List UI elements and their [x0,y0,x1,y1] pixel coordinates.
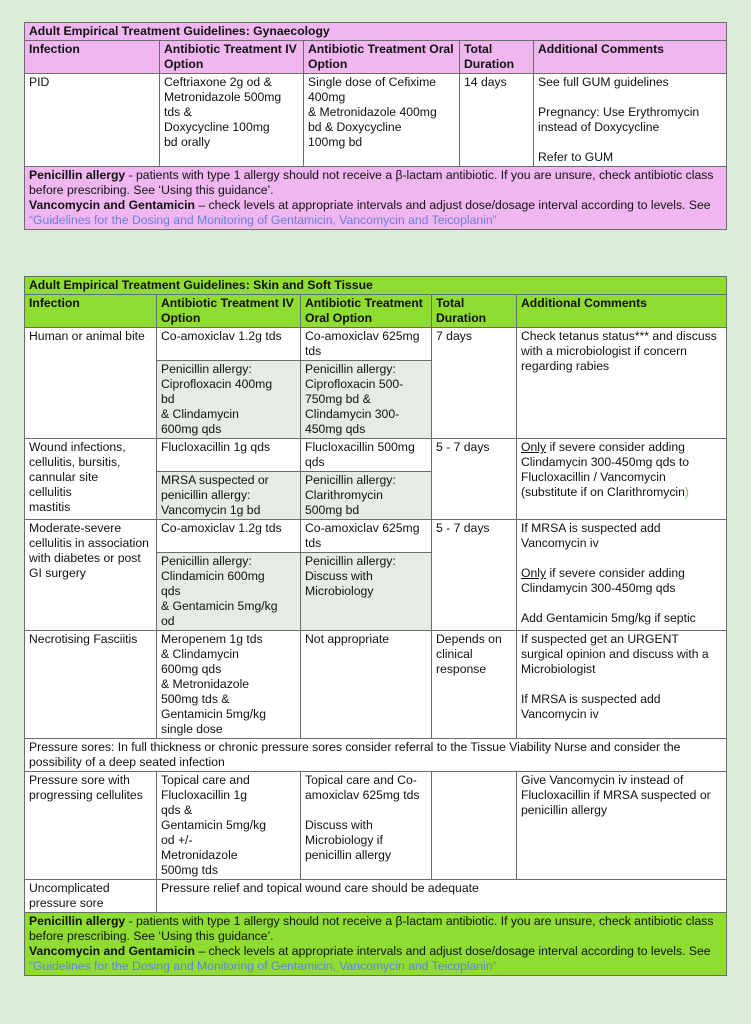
iv-line: & Clindamycin [161,647,239,661]
table-row [25,328,727,361]
oral-line: Discuss with Microbiology if penicillin allergy [305,818,392,862]
duration-cell: 5 - 7 days [432,520,517,631]
duration-cell [432,772,517,880]
table-row [25,74,727,167]
oral-line: 100mg bd [308,135,363,149]
infection-cell: Human or animal bite [25,328,157,439]
comments-cell [517,520,727,631]
iv-cell: Co-amoxiclav 1.2g tds [157,520,301,553]
oral-line: & Metronidazole 400mg [308,105,437,119]
iv-line: 600mg qds [161,422,222,436]
infection-line: mastitis [29,500,71,514]
iv-line: od +/- [161,833,193,847]
iv-line: & Clindamycin [161,407,239,421]
iv-line: Topical care and [161,773,250,787]
oral-line: Ciprofloxacin 500- [305,377,404,391]
duration-cell: 7 days [432,328,517,439]
header-duration: Total Duration [432,295,517,328]
header-infection: Infection [25,41,160,74]
iv-cell [157,631,301,739]
guidelines-link[interactable]: “Guidelines for the Dosing and Monitoring of Gentamicin, Vancomycin and Teicoplanin” [29,213,497,227]
oral-line: Penicillin allergy: [305,362,396,376]
duration-cell: Depends on clinical response [432,631,517,739]
comments-cell [534,74,727,167]
comment-line [521,566,722,596]
iv-allergy-cell [157,553,301,631]
uncomplicated-text: Pressure relief and topical wound care should be adequate [157,880,727,913]
allergy-label: Penicillin allergy [29,914,126,928]
iv-line: Metronidazole 500mg [164,90,282,104]
infection-cell: Moderate-severe cellulitis in association with diabetes or post GI surgery [25,520,157,631]
comment-line: If suspected get an URGENT surgical opinion and discuss with a Microbiologist [521,632,709,676]
comments-cell: Check tetanus status*** and discuss with a microbiologist if concern regarding rabies [517,328,727,439]
infection-line: cannular site [29,470,99,484]
infection-line: cellulitis, bursitis, [29,455,121,469]
skin-title: Adult Empirical Treatment Guidelines: Skin and Soft Tissue [25,277,727,295]
skin-table [24,276,727,976]
iv-line: 500mg tds [161,863,218,877]
iv-line: Penicillin allergy: [161,362,252,376]
oral-line: bd & Doxycycline [308,120,402,134]
oral-allergy-cell [301,361,432,439]
oral-line: Single dose of Cefixime [308,75,437,89]
only-emphasis: Only [521,440,547,454]
comment-close: ) [684,485,689,499]
header-oral: Antibiotic Treatment Oral Option [304,41,460,74]
vanc-text: – check levels at appropriate intervals and adjust dose/dosage interval according to levels. See [194,944,711,958]
infection-cell: Necrotising Fasciitis [25,631,157,739]
comments-cell [517,631,727,739]
infection-line: Wound infections, [29,440,126,454]
oral-line: 500mg bd [305,503,360,517]
oral-cell [304,74,460,167]
iv-line: od [161,614,175,628]
iv-line: Ciprofloxacin 400mg [161,377,273,391]
oral-line: 750mg bd & [305,392,371,406]
table-row [25,739,727,772]
iv-line: tds & [164,105,192,119]
iv-line: Meropenem 1g tds [161,632,263,646]
vanc-label: Vancomycin and Gentamicin [29,198,195,212]
oral-cell: Co-amoxiclav 625mg tds [301,328,432,361]
infection-cell: Uncomplicated pressure sore [25,880,157,913]
oral-cell: Flucloxacillin 500mg qds [301,439,432,472]
pressure-note: Pressure sores: In full thickness or chronic pressure sores consider referral to the Tissue Viability Nurse and consider the possibility of a deep seated infection [25,739,727,772]
table-row [25,631,727,739]
table-row [25,520,727,553]
iv-line: penicillin allergy: [161,488,251,502]
comment-text: if severe consider adding Clindamycin 300-450mg qds [521,566,685,595]
allergy-label: Penicillin allergy [29,168,126,182]
comment-line: If MRSA is suspected add Vancomycin iv [521,521,661,550]
skin-footer [25,913,727,976]
oral-line: Penicillin allergy: [305,473,396,487]
oral-allergy-cell [301,553,432,631]
iv-line: 600mg qds [161,662,222,676]
header-comments: Additional Comments [517,295,727,328]
oral-line: 400mg [308,90,346,104]
oral-line: Clarithromycin [305,488,383,502]
allergy-text: - patients with type 1 allergy should not receive a β-lactam antibiotic. If you are unsure, check antibiotic class before prescribing. See ‘Using this guidance’. [29,168,714,197]
oral-line: Topical care and Co- amoxiclav 625mg tds [305,773,420,802]
allergy-text: - patients with type 1 allergy should not receive a β-lactam antibiotic. If you are unsure, check antibiotic class before prescribing. See ‘Using this guidance’. [29,914,714,943]
gynaecology-table [24,22,727,230]
comments-cell [517,439,727,520]
header-oral: Antibiotic Treatment Oral Option [301,295,432,328]
comment-line: Refer to GUM [538,150,614,164]
comment-line: instead of Doxycycline [538,120,660,134]
iv-cell: Co-amoxiclav 1.2g tds [157,328,301,361]
oral-line: 450mg qds [305,422,366,436]
iv-line: Flucloxacillin 1g [161,788,248,802]
iv-line: bd [161,392,175,406]
iv-line: Gentamicin 5mg/kg [161,818,266,832]
vanc-label: Vancomycin and Gentamicin [29,944,195,958]
gynaecology-footer [25,167,727,230]
oral-cell: Not appropriate [301,631,432,739]
iv-allergy-cell [157,472,301,520]
iv-line: qds & [161,803,193,817]
oral-cell: Co-amoxiclav 625mg tds [301,520,432,553]
vanc-text: – check levels at appropriate intervals and adjust dose/dosage interval according to levels. See [194,198,711,212]
iv-line: & Gentamicin 5mg/kg [161,599,278,613]
header-iv: Antibiotic Treatment IV Option [157,295,301,328]
comment-line: If MRSA is suspected add Vancomycin iv [521,692,661,721]
comment-line: See full GUM guidelines [538,75,669,89]
iv-cell [160,74,304,167]
infection-cell [25,439,157,520]
table-row [25,439,727,472]
iv-line: bd orally [164,135,211,149]
iv-line: single dose [161,722,223,736]
iv-line: Penicillin allergy: [161,554,252,568]
comments-cell: Give Vancomycin iv instead of Flucloxacillin if MRSA suspected or penicillin allergy [517,772,727,880]
guidelines-link[interactable]: “Guidelines for the Dosing and Monitoring of Gentamicin, Vancomycin and Teicoplanin” [29,959,497,973]
oral-line: Microbiology [305,584,374,598]
iv-line: Ceftriaxone 2g od & [164,75,272,89]
infection-cell: PID [25,74,160,167]
comment-line: Pregnancy: Use Erythromycin [538,105,700,119]
iv-line: 500mg tds & [161,692,230,706]
header-duration: Total Duration [460,41,534,74]
header-comments: Additional Comments [534,41,727,74]
oral-line: Discuss with [305,569,373,583]
iv-line: Metronidazole [161,848,238,862]
table-row [25,772,727,880]
table-row [25,880,727,913]
gynaecology-title: Adult Empirical Treatment Guidelines: Gynaecology [25,23,727,41]
iv-allergy-cell [157,361,301,439]
oral-cell [301,772,432,880]
oral-line: Penicillin allergy: [305,554,396,568]
iv-line: qds [161,584,181,598]
infection-cell: Pressure sore with progressing cellulites [25,772,157,880]
infection-line: cellulitis [29,485,72,499]
iv-line: Gentamicin 5mg/kg [161,707,266,721]
iv-cell: Flucloxacillin 1g qds [157,439,301,472]
iv-line: & Metronidazole [161,677,250,691]
only-emphasis: Only [521,566,547,580]
iv-cell [157,772,301,880]
iv-line: Vancomycin 1g bd [161,503,261,517]
oral-allergy-cell [301,472,432,520]
duration-cell: 5 - 7 days [432,439,517,520]
iv-line: MRSA suspected or [161,473,269,487]
iv-line: Clindamicin 600mg [161,569,265,583]
iv-line: Doxycycline 100mg [164,120,270,134]
oral-line: Clindamycin 300- [305,407,400,421]
comment-text: if severe consider adding Clindamycin 300-450mg qds to Flucloxacillin / Vancomycin (substitute if on Clarithromycin [521,440,690,499]
comment-line: Add Gentamicin 5mg/kg if septic [521,611,696,625]
header-infection: Infection [25,295,157,328]
header-iv: Antibiotic Treatment IV Option [160,41,304,74]
duration-cell: 14 days [460,74,534,167]
